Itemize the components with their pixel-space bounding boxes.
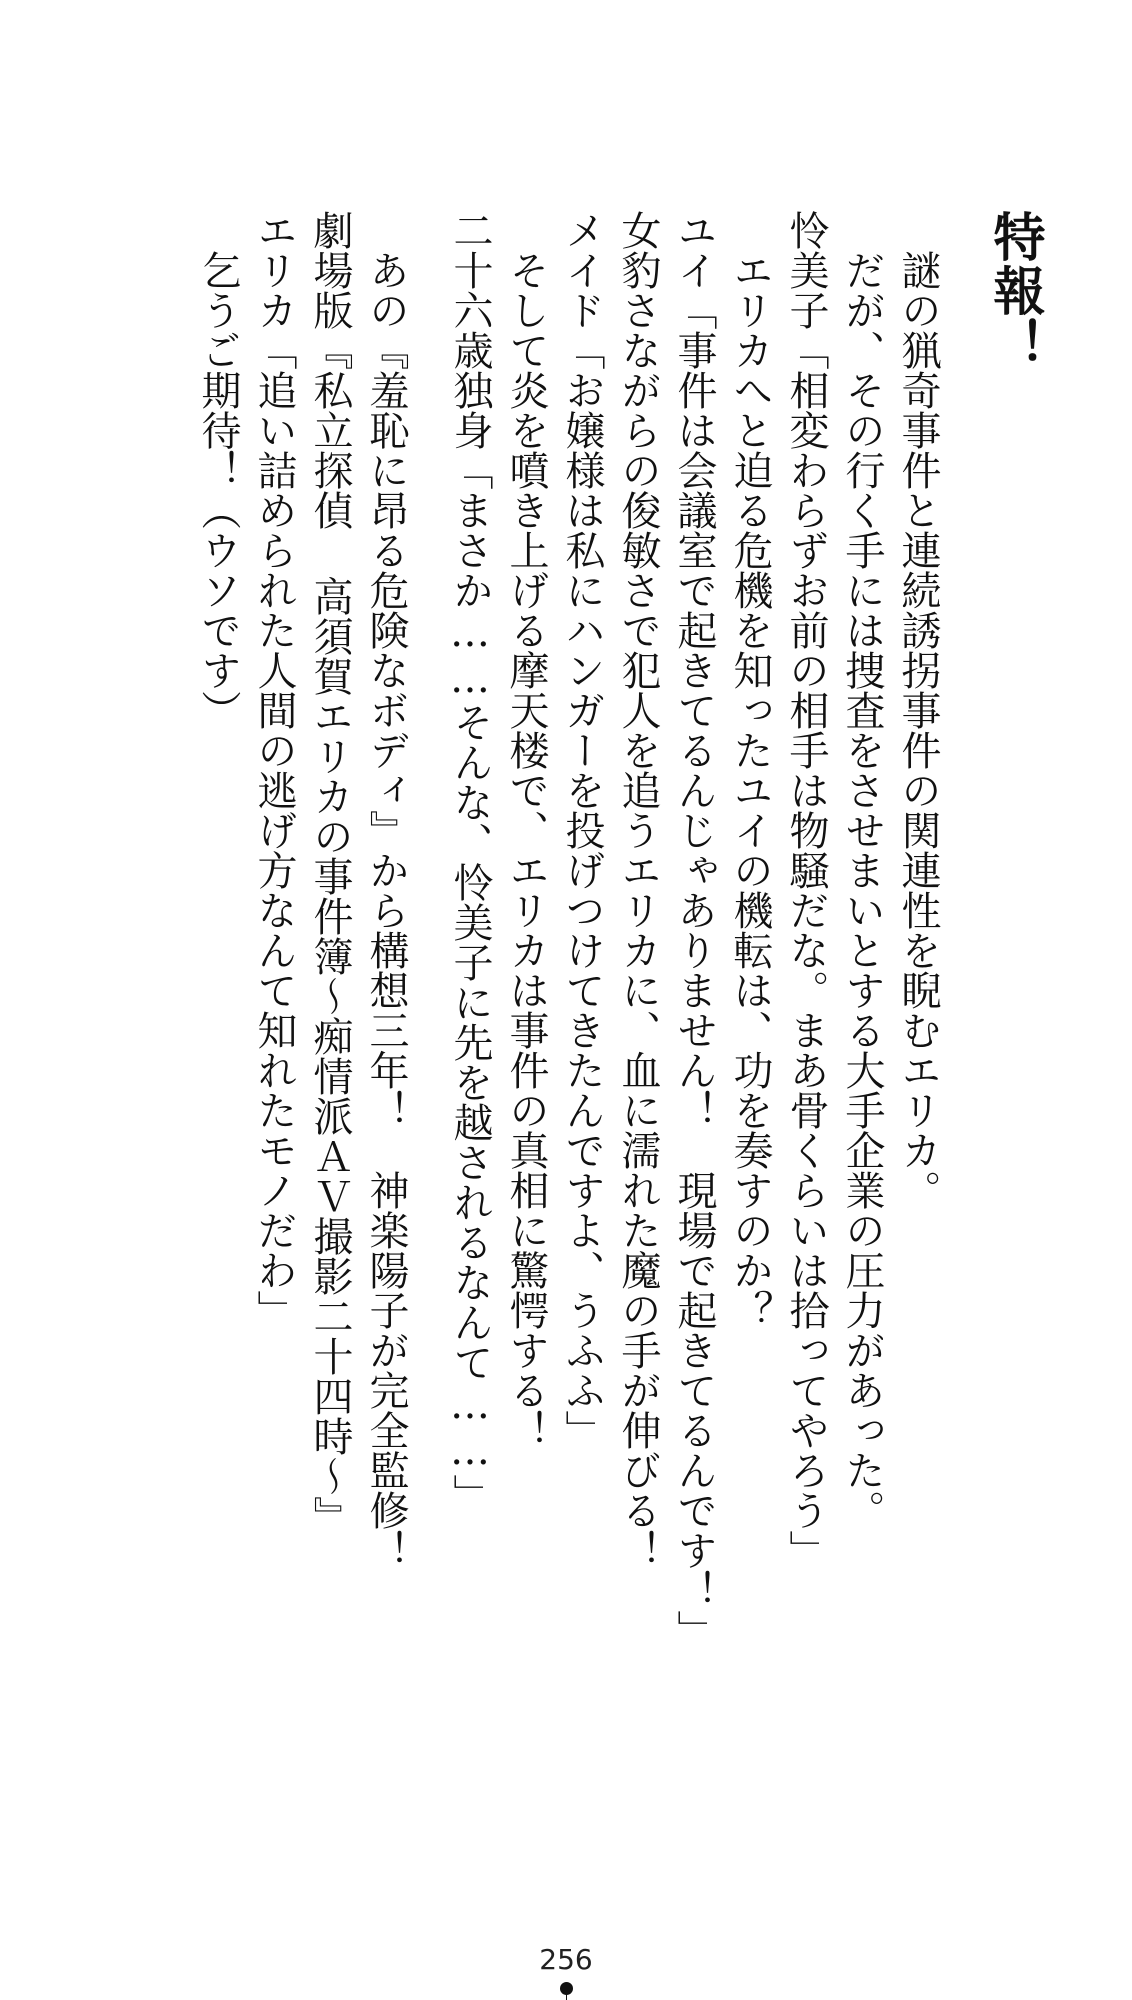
text-line: エリカ「追い詰められた人間の逃げ方なんて知れたモノだわ」 bbox=[251, 210, 297, 1330]
text-line: 劇場版『私立探偵 高須賀エリカの事件簿〜痴情派ＡＶ撮影二十四時〜』 bbox=[307, 210, 353, 1536]
page-number: 256 bbox=[539, 1943, 593, 1976]
text-line: あの『羞恥に昂る危険なボディ』から構想三年！ 神楽陽子が完全監修！ bbox=[363, 250, 409, 1570]
text-line: 謎の猟奇事件と連続誘拐事件の関連性を睨むエリカ。 bbox=[895, 250, 941, 1210]
paragraph-gap bbox=[414, 210, 442, 1660]
page-marker-tick bbox=[566, 1990, 567, 2000]
text-line: 乞うご期待！（ウソです） bbox=[195, 250, 241, 730]
text-line: 女豹さながらの俊敏さで犯人を追うエリカに、血に濡れた魔の手が伸びる！ bbox=[615, 210, 661, 1570]
text-line: エリカへと迫る危機を知ったユイの機転は、功を奏すのか？ bbox=[727, 250, 773, 1330]
text-line: 二十六歳独身「まさか……そんな、怜美子に先を越されるなんて……」 bbox=[447, 210, 493, 1514]
text-line: そして炎を噴き上げる摩天楼で、エリカは事件の真相に驚愕する！ bbox=[503, 250, 549, 1450]
page-heading: 特報！ bbox=[984, 210, 1044, 372]
text-line: メイド「お嬢様は私にハンガーを投げつけてきたんですよ、うふふ」 bbox=[559, 210, 605, 1450]
text-line: だが、その行く手には捜査をさせまいとする大手企業の圧力があった。 bbox=[839, 250, 885, 1530]
vertical-text-block bbox=[190, 210, 1042, 1660]
text-line: ユイ「事件は会議室で起きてるんじゃありません！ 現場で起きてるんです！」 bbox=[671, 210, 717, 1650]
text-line: 怜美子「相変わらずお前の相手は物騒だな。まあ骨くらいは拾ってやろう」 bbox=[783, 210, 829, 1570]
